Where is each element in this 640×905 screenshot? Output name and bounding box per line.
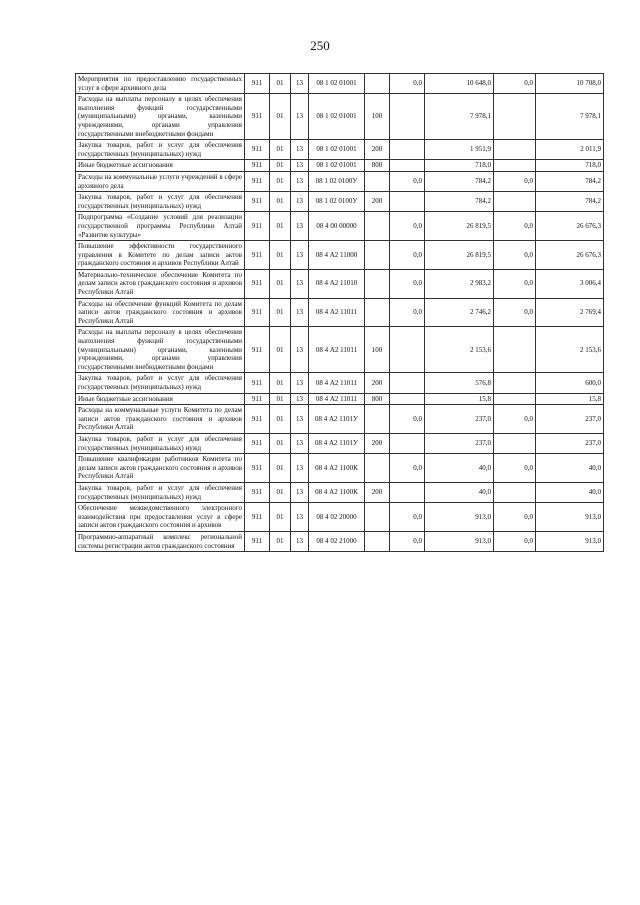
ministry-code: 911 [245,405,270,434]
value-1: 0,0 [390,298,425,327]
value-3: 0,0 [494,454,536,483]
section-code: 01 [270,212,291,241]
value-1 [390,482,425,502]
table-row [76,241,604,270]
value-3 [494,393,536,405]
expense-type-code: 100 [365,327,390,373]
expense-type-code [365,503,390,532]
value-4: 784,2 [536,171,604,191]
section-code: 01 [270,531,291,551]
expense-type-code [365,171,390,191]
value-3 [494,140,536,160]
expense-type-code [365,454,390,483]
value-1 [390,94,425,140]
value-2: 576,8 [425,373,494,393]
value-4: 600,0 [536,373,604,393]
page-number: 250 [310,38,330,53]
value-1: 0,0 [390,269,425,298]
value-2: 784,2 [425,171,494,191]
table-row [76,94,604,140]
expense-type-code [365,241,390,270]
value-2: 1 951,9 [425,140,494,160]
target-article-code: 08 4 А2 11010 [309,269,365,298]
row-name: Повышение эффективности государственного управления в Комитете по делам записи актов гражданского состояния и архивов Республики Алтай [76,241,245,270]
subsection-code: 13 [291,298,309,327]
table-row [76,405,604,434]
value-3: 0,0 [494,171,536,191]
value-3 [494,94,536,140]
value-3: 0,0 [494,241,536,270]
budget-table [75,73,604,552]
target-article-code: 08 4 00 00000 [309,212,365,241]
expense-type-code [365,405,390,434]
value-4: 26 676,3 [536,212,604,241]
table-row [76,160,604,172]
section-code: 01 [270,393,291,405]
row-name: Мероприятия по предоставлению государственных услуг в сфере архивного дела [76,74,245,94]
value-3 [494,192,536,212]
value-4: 15,8 [536,393,604,405]
value-1 [390,433,425,453]
ministry-code: 911 [245,160,270,172]
value-2: 2 746,2 [425,298,494,327]
value-2: 913,0 [425,503,494,532]
table-row [76,373,604,393]
ministry-code: 911 [245,327,270,373]
ministry-code: 911 [245,393,270,405]
value-3: 0,0 [494,298,536,327]
ministry-code: 911 [245,503,270,532]
expense-type-code: 200 [365,192,390,212]
subsection-code: 13 [291,482,309,502]
target-article-code: 08 4 А2 11011 [309,327,365,373]
value-4: 40,0 [536,454,604,483]
value-4: 10 708,0 [536,74,604,94]
target-article-code: 08 4 А2 11011 [309,298,365,327]
expense-type-code [365,298,390,327]
subsection-code: 13 [291,160,309,172]
target-article-code: 08 4 А2 1101У [309,433,365,453]
row-name: Повышение квалификации работников Комитета по делам записи актов гражданского состояния и архивов Республики Алтай [76,454,245,483]
value-4: 2 153,6 [536,327,604,373]
table-row [76,482,604,502]
target-article-code: 08 1 02 01001 [309,94,365,140]
target-article-code: 08 1 02 0100У [309,192,365,212]
table-body [76,74,604,552]
value-1: 0,0 [390,531,425,551]
row-name: Закупка товаров, работ и услуг для обеспечения государственных (муниципальных) нужд [76,140,245,160]
target-article-code: 08 4 А2 1101У [309,405,365,434]
value-2: 718,0 [425,160,494,172]
target-article-code: 08 1 02 01001 [309,160,365,172]
target-article-code: 08 1 02 01001 [309,140,365,160]
row-name: Закупка товаров, работ и услуг для обеспечения государственных (муниципальных) нужд [76,192,245,212]
value-1: 0,0 [390,405,425,434]
table-row [76,171,604,191]
value-3 [494,327,536,373]
target-article-code: 08 1 02 0100У [309,171,365,191]
subsection-code: 13 [291,393,309,405]
value-2: 26 819,5 [425,212,494,241]
value-1 [390,327,425,373]
value-3: 0,0 [494,531,536,551]
target-article-code: 08 4 02 21000 [309,531,365,551]
section-code: 01 [270,160,291,172]
expense-type-code [365,212,390,241]
subsection-code: 13 [291,454,309,483]
ministry-code: 911 [245,298,270,327]
table-row [76,269,604,298]
value-2: 237,0 [425,405,494,434]
ministry-code: 911 [245,74,270,94]
value-4: 237,0 [536,433,604,453]
value-2: 237,0 [425,433,494,453]
value-4: 784,2 [536,192,604,212]
table-row [76,503,604,532]
subsection-code: 13 [291,171,309,191]
row-name: Закупка товаров, работ и услуг для обеспечения государственных (муниципальных) нужд [76,373,245,393]
subsection-code: 13 [291,405,309,434]
table-row [76,140,604,160]
value-4: 7 978,1 [536,94,604,140]
value-3 [494,433,536,453]
subsection-code: 13 [291,192,309,212]
value-2: 784,2 [425,192,494,212]
row-name: Подпрограмма «Создание условий для реализации государственной программы Республики Алтай «Развитие культуры» [76,212,245,241]
table-row [76,393,604,405]
value-2: 26 819,5 [425,241,494,270]
value-3: 0,0 [494,212,536,241]
section-code: 01 [270,405,291,434]
value-3: 0,0 [494,503,536,532]
value-4: 2 769,4 [536,298,604,327]
value-2: 7 978,1 [425,94,494,140]
subsection-code: 13 [291,140,309,160]
row-name: Материально-техническое обеспечение Комитета по делам записи актов гражданского состояния и архивов Республики Алтай [76,269,245,298]
value-1: 0,0 [390,171,425,191]
value-3: 0,0 [494,74,536,94]
target-article-code: 08 4 А2 1100К [309,482,365,502]
value-3: 0,0 [494,269,536,298]
expense-type-code: 200 [365,373,390,393]
subsection-code: 13 [291,433,309,453]
value-1: 0,0 [390,212,425,241]
subsection-code: 13 [291,74,309,94]
row-name: Расходы на коммунальные услуги учреждений в сфере архивного дела [76,171,245,191]
target-article-code: 08 4 А2 11011 [309,373,365,393]
value-3 [494,160,536,172]
target-article-code: 08 1 02 01001 [309,74,365,94]
table-row [76,454,604,483]
ministry-code: 911 [245,140,270,160]
value-2: 2 983,2 [425,269,494,298]
value-1 [390,393,425,405]
value-4: 26 676,3 [536,241,604,270]
value-4: 2 011,9 [536,140,604,160]
value-3: 0,0 [494,405,536,434]
target-article-code: 08 4 02 20000 [309,503,365,532]
ministry-code: 911 [245,373,270,393]
expense-type-code: 800 [365,160,390,172]
subsection-code: 13 [291,503,309,532]
expense-type-code: 200 [365,482,390,502]
value-2: 40,0 [425,482,494,502]
target-article-code: 08 4 А2 1100К [309,454,365,483]
value-1: 0,0 [390,241,425,270]
expense-type-code: 800 [365,393,390,405]
subsection-code: 13 [291,373,309,393]
value-2: 15,8 [425,393,494,405]
section-code: 01 [270,503,291,532]
table-row [76,212,604,241]
value-4: 913,0 [536,503,604,532]
target-article-code: 08 4 А2 11000 [309,241,365,270]
ministry-code: 911 [245,241,270,270]
table-row [76,531,604,551]
row-name: Расходы на коммунальные услуги Комитета по делам записи актов гражданского состояния и архивов Республики Алтай [76,405,245,434]
section-code: 01 [270,433,291,453]
row-name: Расходы на выплаты персоналу в целях обеспечения выполнения функций государственными (муниципальными) органами, казенными учреждениями, органами управления государственными внебюджетными фондами [76,94,245,140]
section-code: 01 [270,241,291,270]
section-code: 01 [270,74,291,94]
value-4: 913,0 [536,531,604,551]
row-name: Расходы на выплаты персоналу в целях обеспечения выполнения функций государственными (муниципальными) органами, казенными учреждениями, органами управления государственными внебюджетными фондами [76,327,245,373]
value-1: 0,0 [390,74,425,94]
value-4: 237,0 [536,405,604,434]
value-1 [390,373,425,393]
section-code: 01 [270,454,291,483]
value-4: 40,0 [536,482,604,502]
value-1 [390,160,425,172]
expense-type-code [365,531,390,551]
expense-type-code: 200 [365,140,390,160]
section-code: 01 [270,327,291,373]
expense-type-code [365,269,390,298]
ministry-code: 911 [245,94,270,140]
section-code: 01 [270,269,291,298]
table-row [76,433,604,453]
value-3 [494,373,536,393]
table-row [76,192,604,212]
value-2: 913,0 [425,531,494,551]
row-name: Обеспечение межведомственного электронного взаимодействия при предоставлении услуг в сфере записи актов гражданского состояния и архивов [76,503,245,532]
subsection-code: 13 [291,94,309,140]
value-4: 3 006,4 [536,269,604,298]
ministry-code: 911 [245,171,270,191]
row-name: Иные бюджетные ассигнования [76,393,245,405]
subsection-code: 13 [291,327,309,373]
table-row [76,327,604,373]
row-name: Расходы на обеспечение функций Комитета по делам записи актов гражданского состояния и архивов Республики Алтай [76,298,245,327]
section-code: 01 [270,482,291,502]
expense-type-code: 200 [365,433,390,453]
value-2: 40,0 [425,454,494,483]
row-name: Закупка товаров, работ и услуг для обеспечения государственных (муниципальных) нужд [76,482,245,502]
subsection-code: 13 [291,241,309,270]
ministry-code: 911 [245,212,270,241]
value-3 [494,482,536,502]
ministry-code: 911 [245,269,270,298]
expense-type-code: 100 [365,94,390,140]
section-code: 01 [270,192,291,212]
row-name: Закупка товаров, работ и услуг для обеспечения государственных (муниципальных) нужд [76,433,245,453]
expense-type-code [365,74,390,94]
target-article-code: 08 4 А2 11011 [309,393,365,405]
value-1: 0,0 [390,503,425,532]
subsection-code: 13 [291,212,309,241]
section-code: 01 [270,171,291,191]
ministry-code: 911 [245,482,270,502]
table-row [76,74,604,94]
value-1 [390,192,425,212]
ministry-code: 911 [245,433,270,453]
value-2: 2 153,6 [425,327,494,373]
section-code: 01 [270,373,291,393]
section-code: 01 [270,94,291,140]
value-4: 718,0 [536,160,604,172]
value-1: 0,0 [390,454,425,483]
row-name: Иные бюджетные ассигнования [76,160,245,172]
subsection-code: 13 [291,531,309,551]
table-row [76,298,604,327]
subsection-code: 13 [291,269,309,298]
section-code: 01 [270,298,291,327]
ministry-code: 911 [245,454,270,483]
row-name: Программно-аппаратный комплекс региональной системы регистрации актов гражданского состояния [76,531,245,551]
value-2: 10 648,0 [425,74,494,94]
ministry-code: 911 [245,531,270,551]
section-code: 01 [270,140,291,160]
ministry-code: 911 [245,192,270,212]
value-1 [390,140,425,160]
